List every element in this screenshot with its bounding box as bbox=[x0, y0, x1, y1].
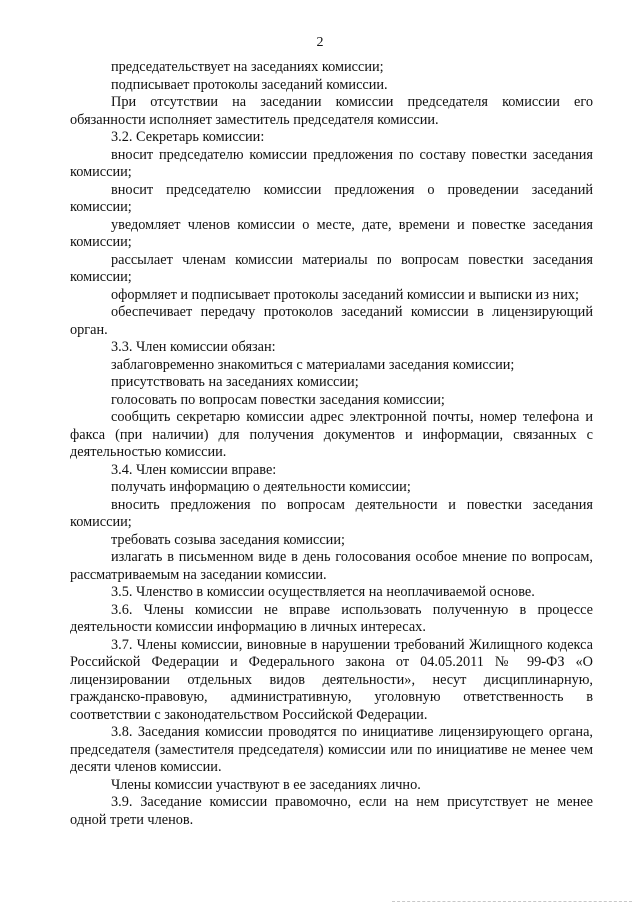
paragraph: 3.8. Заседания комиссии проводятся по инициативе лицензирующего органа, председателя (заместителя председателя) комиссии или по инициативе не менее чем десяти членов комиссии. bbox=[70, 724, 593, 775]
paragraph: излагать в письменном виде в день голосования особое мнение по вопросам, рассматриваемым на заседании комиссии. bbox=[70, 549, 593, 583]
paragraph: уведомляет членов комиссии о месте, дате, времени и повестке заседания комиссии; bbox=[70, 216, 593, 250]
section-heading: 3.2. Секретарь комиссии: bbox=[111, 129, 265, 145]
paragraph: вносит председателю комиссии предложения по составу повестки заседания комиссии; bbox=[70, 146, 593, 180]
paragraph: 3.9. Заседание комиссии правомочно, если на нем присутствует не менее одной трети членов. bbox=[70, 794, 593, 828]
paragraph: вносит председателю комиссии предложения о проведении заседаний комиссии; bbox=[70, 181, 593, 215]
paragraph: сообщить секретарю комиссии адрес электронной почты, номер телефона и факса (при наличии) для получения документов и информации, связанных с деятельностью комиссии. bbox=[70, 409, 593, 460]
paragraph: 3.5. Членство в комиссии осуществляется на неоплачиваемой основе. bbox=[111, 584, 535, 600]
paragraph: председательствует на заседаниях комиссии; bbox=[111, 59, 384, 75]
paragraph: 3.7. Члены комиссии, виновные в нарушении требований Жилищного кодекса Российской Федерации и Федерального закона от 04.05.2011 № 99-ФЗ «О лицензировании отдельных видов деятельности», несут дисциплинарную, гражданско-правовую, административную, уголовную ответственность в соответствии с законодательством Российской Федерации. bbox=[70, 636, 593, 723]
paragraph: требовать созыва заседания комиссии; bbox=[111, 531, 345, 548]
paragraph: присутствовать на заседаниях комиссии; bbox=[111, 374, 359, 390]
paragraph: обеспечивает передачу протоколов заседаний комиссии в лицензирующий орган. bbox=[70, 304, 593, 338]
document-body bbox=[70, 59, 593, 829]
paragraph: заблаговременно знакомиться с материалами заседания комиссии; bbox=[111, 356, 515, 373]
section-heading: 3.3. Член комиссии обязан: bbox=[111, 339, 276, 355]
paragraph: оформляет и подписывает протоколы заседаний комиссии и выписки из них; bbox=[111, 286, 579, 303]
paragraph: Члены комиссии участвуют в ее заседаниях лично. bbox=[111, 776, 421, 793]
page-number: 2 bbox=[316, 35, 324, 50]
paragraph: рассылает членам комиссии материалы по вопросам повестки заседания комиссии; bbox=[70, 251, 593, 285]
paragraph: При отсутствии на заседании комиссии председателя комиссии его обязанности исполняет заместитель председателя комиссии. bbox=[70, 94, 593, 128]
paragraph: подписывает протоколы заседаний комиссии. bbox=[111, 76, 388, 93]
paragraph: голосовать по вопросам повестки заседания комиссии; bbox=[111, 391, 445, 408]
paragraph: вносить предложения по вопросам деятельности и повестки заседания комиссии; bbox=[70, 496, 593, 530]
section-heading: 3.4. Член комиссии вправе: bbox=[111, 461, 277, 478]
scan-edge-mark bbox=[392, 901, 632, 903]
paragraph: получать информацию о деятельности комиссии; bbox=[111, 479, 411, 495]
paragraph: 3.6. Члены комиссии не вправе использовать полученную в процессе деятельности комиссии информацию в личных интересах. bbox=[70, 601, 593, 635]
